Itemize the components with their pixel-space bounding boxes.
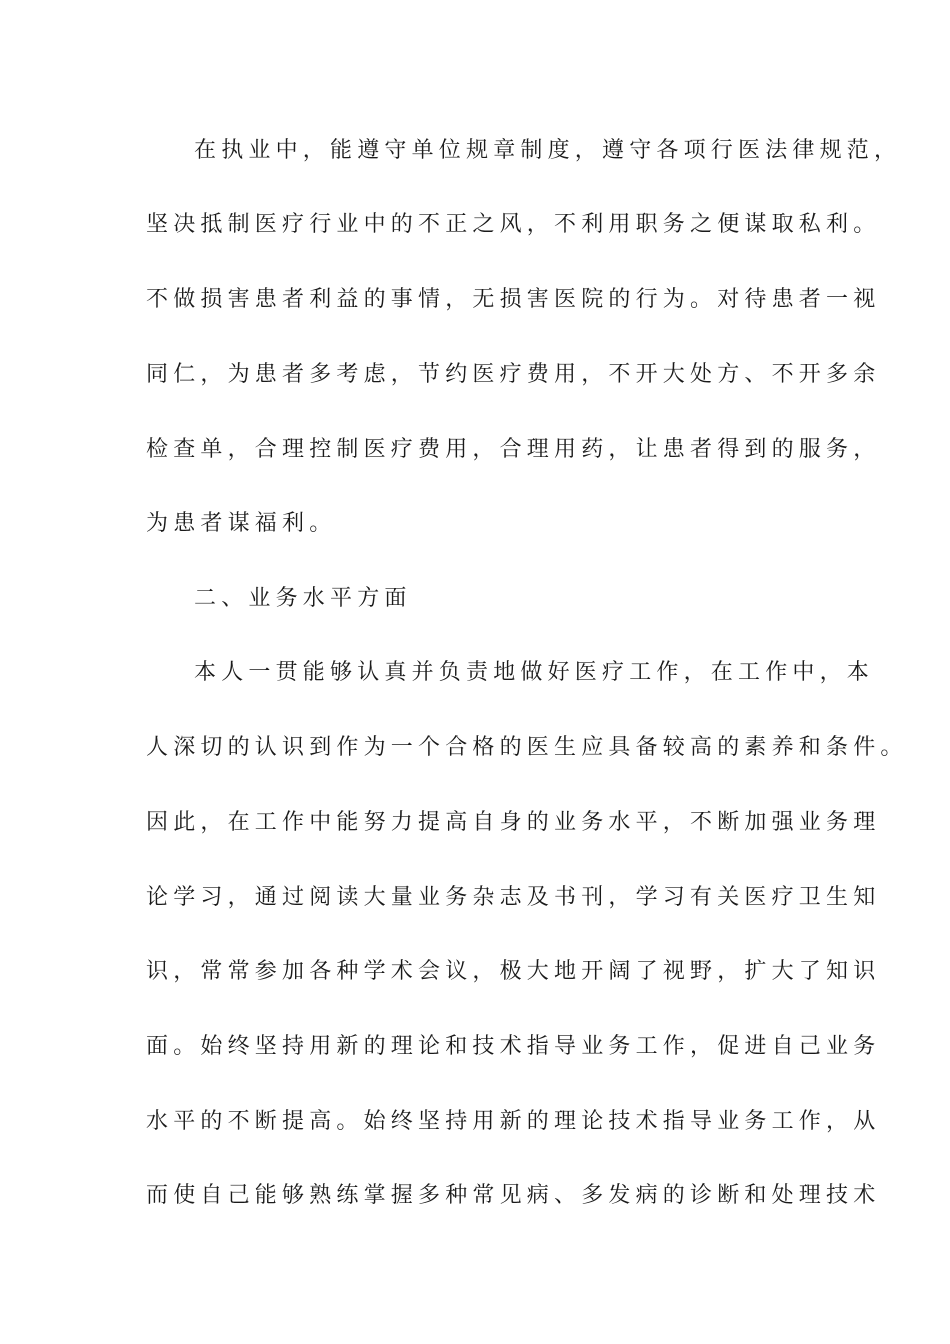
paragraph-1-line-1: 在执业中，能遵守单位规章制度，遵守各项行医法律规范， <box>194 138 902 163</box>
paragraph-1-line-6: 为患者谋福利。 <box>146 511 337 536</box>
paragraph-2-line-7: 水平的不断提高。始终坚持用新的理论技术指导业务工作，从 <box>146 1109 881 1134</box>
section-heading: 二、业务水平方面 <box>194 586 412 611</box>
paragraph-2-line-3: 因此，在工作中能努力提高自身的业务水平，不断加强业务理 <box>146 810 881 835</box>
paragraph-2-line-1: 本人一贯能够认真并负责地做好医疗工作，在工作中，本 <box>194 660 875 685</box>
paragraph-2-line-6: 面。始终坚持用新的理论和技术指导业务工作，促进自己业务 <box>146 1034 881 1059</box>
paragraph-2-line-5: 识，常常参加各种学术会议，极大地开阔了视野，扩大了知识 <box>146 959 881 984</box>
paragraph-2-line-8: 而使自己能够熟练掌握多种常见病、多发病的诊断和处理技术 <box>146 1183 881 1208</box>
paragraph-1-line-4: 同仁，为患者多考虑，节约医疗费用，不开大处方、不开多余 <box>146 362 881 387</box>
paragraph-1-line-3: 不做损害患者利益的事情，无损害医院的行为。对待患者一视 <box>146 287 881 312</box>
paragraph-2-line-2: 人深切的认识到作为一个合格的医生应具备较高的素养和条件。 <box>146 735 908 760</box>
paragraph-2-line-4: 论学习，通过阅读大量业务杂志及书刊，学习有关医疗卫生知 <box>146 885 881 910</box>
paragraph-1-line-5: 检查单，合理控制医疗费用，合理用药，让患者得到的服务， <box>146 437 881 462</box>
paragraph-1-line-2: 坚决抵制医疗行业中的不正之风，不利用职务之便谋取私利。 <box>146 212 881 237</box>
